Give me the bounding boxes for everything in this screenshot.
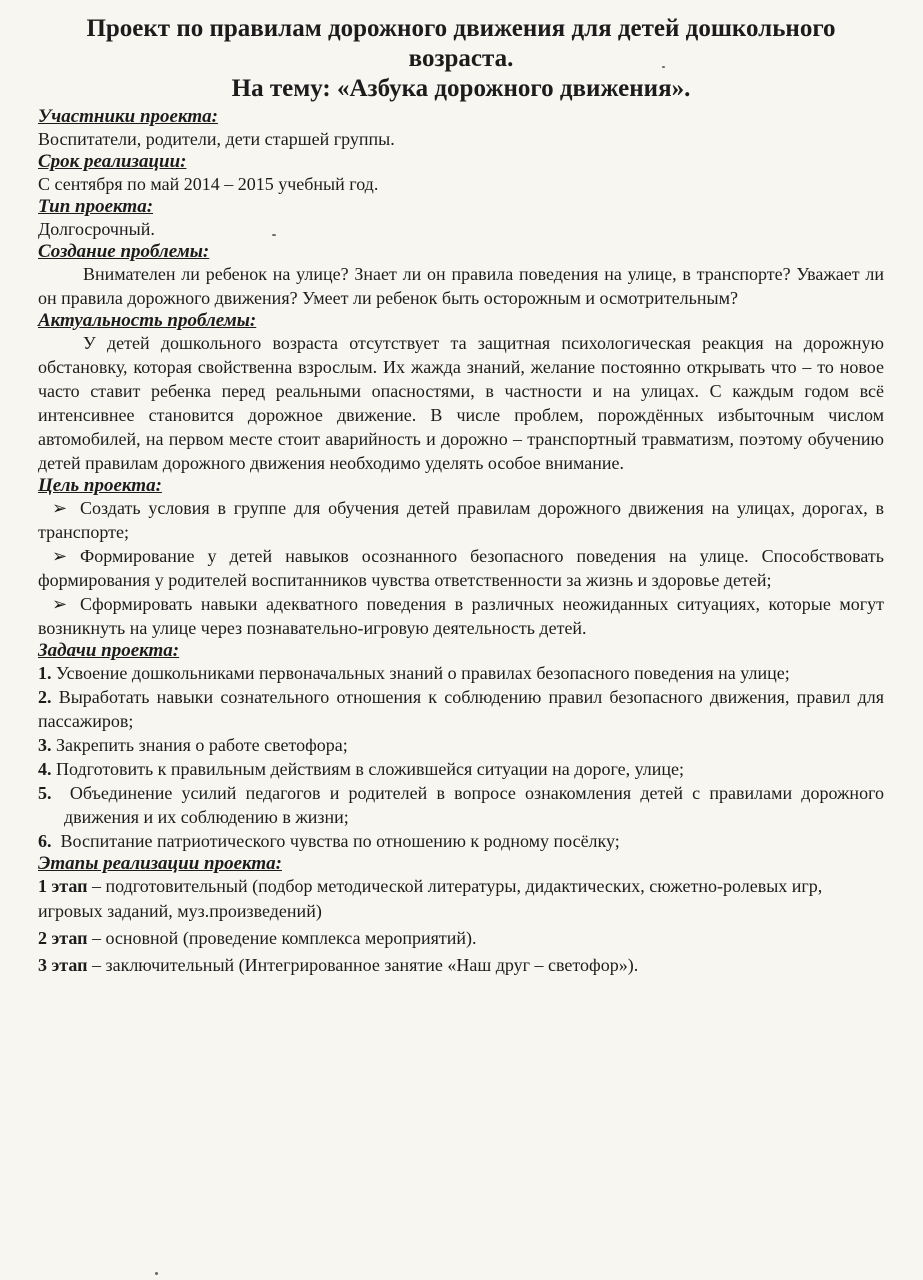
stage-label: 2 этап: [38, 928, 88, 948]
goal-item-text: Формирование у детей навыков осознанного безопасного поведения на улице. Способствовать формирования у родителей воспитанников чувства ответственности за жизнь и здоровье детей;: [38, 546, 884, 590]
arrow-bullet-icon: ➢: [52, 594, 68, 614]
task-number: 6.: [38, 831, 52, 851]
task-text: Выработать навыки сознательного отношения к соблюдению правил безопасного движения, правил для пассажиров;: [38, 687, 884, 731]
stage-item: [38, 874, 884, 924]
task-text: Объединение усилий педагогов и родителей в вопросе ознакомления детей с правилами дорожного движения и их соблюдению в жизни;: [64, 783, 885, 827]
stage-label: 1 этап: [38, 876, 88, 896]
task-item: [38, 829, 884, 853]
problem-heading: Создание проблемы:: [38, 241, 210, 262]
relevance-text: У детей дошкольного возраста отсутствует та защитная психологическая реакция на дорожную обстановку, которая свойственна взрослым. Их жажда знаний, желание постоянно открывать что – то новое часто ставит ребенка перед реальными опасностями, в частности и на улицах. С каждым годом всё интенсивнее становится дорожное движение. В числе проблем, порождённых избыточным числом автомобилей, на первом месте стоит аварийность и дорожно – транспортный травматизм, поэтому обучению детей правилам дорожного движения необходимо уделять особое внимание.: [38, 333, 884, 473]
arrow-bullet-icon: ➢: [52, 498, 68, 518]
scan-speck: [662, 66, 665, 68]
task-number: 1.: [38, 663, 52, 683]
goal-item-text: Сформировать навыки адекватного поведения в различных неожиданных ситуациях, которые могут возникнуть на улице через познавательно-игровую деятельность детей.: [38, 594, 884, 638]
goal-item: [38, 592, 884, 640]
timeline-heading: Срок реализации:: [38, 151, 187, 172]
document-page: [38, 14, 884, 978]
goal-item: [38, 544, 884, 592]
document-subtitle: На тему: «Азбука дорожного движения».: [231, 75, 691, 102]
stages-list: [38, 874, 884, 978]
task-number: 5.: [38, 783, 52, 803]
task-text: Закрепить знания о работе светофора;: [56, 735, 348, 755]
stages-heading: Этапы реализации проекта:: [38, 853, 282, 874]
stage-label: 3 этап: [38, 955, 88, 975]
type-text: Долгосрочный.: [38, 219, 155, 239]
goal-list: [38, 496, 884, 640]
task-item: [38, 757, 884, 781]
arrow-bullet-icon: ➢: [52, 546, 68, 566]
document-title: Проект по правилам дорожного движения для детей дошкольного возраста.: [86, 15, 836, 72]
participants-heading: Участники проекта:: [38, 106, 218, 127]
task-text: Воспитание патриотического чувства по отношению к родному посёлку;: [60, 831, 620, 851]
problem-text: Внимателен ли ребенок на улице? Знает ли он правила поведения на улице, в транспорте? Уважает ли он правила дорожного движения? Умеет ли ребенок быть осторожным и осмотрительным?: [38, 264, 884, 308]
stage-text: – заключительный (Интегрированное занятие «Наш друг – светофор»).: [87, 955, 639, 975]
type-heading: Тип проекта:: [38, 196, 154, 217]
scan-speck: [155, 1272, 158, 1275]
task-number: 3.: [38, 735, 52, 755]
task-item: [38, 661, 884, 685]
task-text: Усвоение дошкольниками первоначальных знаний о правилах безопасного поведения на улице;: [56, 663, 790, 683]
participants-text: Воспитатели, родители, дети старшей группы.: [38, 129, 395, 149]
scan-speck: [272, 234, 276, 236]
task-item: [38, 733, 884, 757]
tasks-list: [38, 661, 884, 853]
task-item: [38, 685, 884, 733]
task-number: 2.: [38, 687, 52, 707]
goal-heading: Цель проекта:: [38, 475, 162, 496]
relevance-heading: Актуальность проблемы:: [38, 310, 257, 331]
stage-text: – подготовительный (подбор методической литературы, дидактических, сюжетно-ролевых игр, игровых заданий, муз.произведений): [38, 876, 823, 921]
task-number: 4.: [38, 759, 52, 779]
stage-item: [38, 953, 884, 978]
timeline-text: С сентября по май 2014 – 2015 учебный год.: [38, 174, 379, 194]
task-item: [38, 781, 884, 829]
task-text: Подготовить к правильным действиям в сложившейся ситуации на дороге, улице;: [56, 759, 685, 779]
stage-text: – основной (проведение комплекса мероприятий).: [87, 928, 477, 948]
stage-item: [38, 926, 884, 951]
tasks-heading: Задачи проекта:: [38, 640, 180, 661]
goal-item: [38, 496, 884, 544]
goal-item-text: Создать условия в группе для обучения детей правилам дорожного движения на улицах, дорогах, в транспорте;: [38, 498, 884, 542]
